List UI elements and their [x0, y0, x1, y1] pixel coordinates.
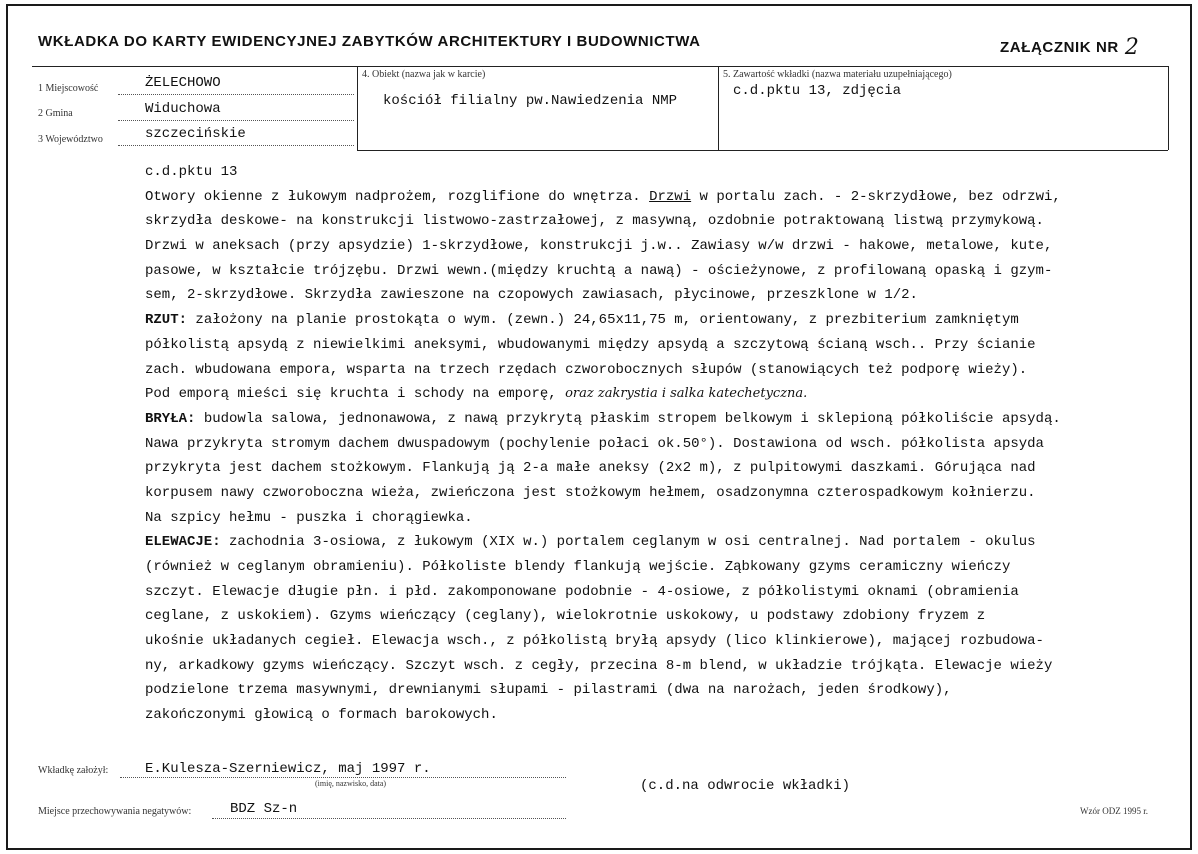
description-line: [145, 259, 1080, 284]
text-segment: ceglane, z uskokiem). Gzyms wieńczący (ceglany), wielokrotnie uskokowy, u podstawy zdobiony fryzem z: [145, 608, 986, 625]
contents-value: c.d.pktu 13, zdjęcia: [733, 83, 902, 99]
author-dotline: [120, 777, 566, 778]
negatives-value: BDZ Sz-n: [230, 801, 298, 817]
description-line: [145, 629, 1080, 654]
location-dotline: [118, 94, 354, 95]
top-rule: [32, 66, 1168, 67]
contents-label: 5. Zawartość wkładki (nazwa materiału uzupełniającego): [723, 69, 952, 80]
author-hint: (imię, nazwisko, data): [315, 779, 387, 788]
province-value: szczecińskie: [145, 126, 246, 142]
text-segment: ny, arkadkowy gzyms wieńczący. Szczyt wsch. z cegły, przecina 8-m blend, w układzie trójkąta. Elewacje wieży: [145, 657, 1053, 674]
commune-label: 2 Gmina: [38, 108, 73, 119]
text-segment: Otwory okienne z łukowym nadprożem, rozglifione do wnętrza.: [145, 188, 650, 205]
form-model: Wzór ODZ 1995 r.: [1080, 806, 1148, 816]
province-label: 3 Województwo: [38, 134, 103, 145]
text-segment: podzielone trzema masywnymi, drewnianymi słupami - pilastrami (dwa na narożach, jeden środkowy),: [145, 682, 952, 699]
commune-dotline: [118, 120, 354, 121]
text-segment: półkolistą apsydą z niewielkimi aneksymi, wbudowanymi między apsydą a szczytową ścianą wsch.. Przy ścianie: [145, 336, 1036, 353]
text-segment: Pod emporą mieści się kruchta i schody na emporę,: [145, 386, 566, 403]
author-label: Wkładkę założył:: [38, 765, 109, 776]
form-title: WKŁADKA DO KARTY EWIDENCYJNEJ ZABYTKÓW ARCHITEKTURY I BUDOWNICTWA: [38, 33, 701, 50]
description-line: [145, 530, 1080, 555]
description-line: [145, 481, 1080, 506]
description-line: [145, 703, 1080, 728]
description-line: [145, 456, 1080, 481]
description-line: [145, 506, 1080, 531]
text-segment: ukośnie układanych cegieł. Elewacja wsch., z półkolistą bryłą apsydy (lico klinkierowe), mającej rozbudowa-: [145, 633, 1044, 650]
text-segment: skrzydła deskowe- na konstrukcji listwowo-zastrzałowej, z masywną, ozdobnie potraktowaną listwą przymykową.: [145, 213, 1044, 230]
description-line: [145, 185, 1080, 210]
text-segment: w portalu zach. - 2-skrzydłowe, bez odrzwi,: [691, 188, 1061, 205]
description-body: [145, 160, 1080, 728]
object-label: 4. Obiekt (nazwa jak w karcie): [362, 69, 486, 80]
text-segment: korpusem nawy czworoboczna wieża, zwieńczona jest stożkowym hełmem, osadzonymna czterospadkowym kołnierzu.: [145, 484, 1036, 501]
annex-label-text: ZAŁĄCZNIK NR: [1000, 39, 1119, 56]
description-line: [145, 333, 1080, 358]
divider-2: [718, 66, 719, 150]
text-segment: szczyt. Elewacje długie płn. i płd. zakomponowane podobnie - 4-osiowe, z półkolistymi oknami (obramienia: [145, 583, 1019, 600]
description-lines: [145, 185, 1080, 728]
text-segment: zach. wbudowana empora, wsparta na trzech rzędach czworobocznych słupów (stanowiących też podporę wieży).: [145, 361, 1028, 378]
location-label: 1 Miejscowość: [38, 83, 99, 94]
handwritten-note: oraz zakrystia i salka katechetyczna.: [565, 386, 808, 402]
text-segment: założony na planie prostokąta o wym. (zewn.) 24,65x11,75 m, orientowany, z prezbiterium zamkniętym: [187, 312, 1019, 329]
description-line: [145, 580, 1080, 605]
negatives-label: Miejsce przechowywania negatywów:: [38, 806, 192, 817]
author-value: E.Kulesza-Szerniewicz, maj 1997 r.: [145, 761, 431, 777]
section-label: BRYŁA:: [145, 410, 196, 427]
location-value: ŻELECHOWO: [145, 75, 221, 91]
description-line: [145, 604, 1080, 629]
text-segment: zachodnia 3-osiowa, z łukowym (XIX w.) portalem ceglanym w osi centralnej. Nad portalem - okulus: [220, 534, 1036, 551]
object-value: kościół filialny pw.Nawiedzenia NMP: [383, 93, 678, 109]
description-line: [145, 234, 1080, 259]
text-segment: budowla salowa, jednonawowa, z nawą przykrytą płaskim stropem belkowym i sklepioną półkoliście apsydą.: [195, 410, 1061, 427]
text-segment: Drzwi: [649, 188, 692, 205]
description-line: [145, 358, 1080, 383]
description-line: [145, 555, 1080, 580]
divider-3: [1168, 66, 1169, 150]
text-segment: pasowe, w kształcie trójzębu. Drzwi wewn.(między kruchtą a nawą) - ościeżynowe, z profilowaną opaską i gzym-: [145, 262, 1053, 279]
commune-value: Widuchowa: [145, 101, 221, 117]
section-label: ELEWACJE:: [145, 534, 221, 551]
description-line: [145, 308, 1080, 333]
text-segment: przykryta jest dachem stożkowym. Flankują ją 2-a małe aneksy (2x2 m), z pulpitowymi daszkami. Górująca nad: [145, 460, 1036, 477]
divider-1: [357, 66, 358, 150]
continued-note: (c.d.na odwrocie wkładki): [640, 778, 851, 794]
text-segment: Nawa przykryta stromym dachem dwuspadowym (pochylenie połaci ok.50°). Dostawiona od wsch. półkolista apsyda: [145, 435, 1044, 452]
description-line: [145, 382, 1080, 407]
annex-label: [1000, 33, 1139, 58]
negatives-dotline: [212, 818, 566, 819]
description-line: [145, 678, 1080, 703]
annex-number: 2: [1124, 35, 1140, 60]
text-segment: sem, 2-skrzydłowe. Skrzydła zawieszone na czopowych zawiasach, płycinowe, przeszklone w 1/2.: [145, 287, 918, 304]
description-line: [145, 407, 1080, 432]
text-segment: (również w ceglanym obramieniu). Półkoliste blendy flankują wejście. Ząbkowany gzyms ceramiczny wieńczy: [145, 559, 1011, 575]
province-dotline: [118, 145, 354, 146]
description-line: [145, 654, 1080, 679]
description-line: [145, 283, 1080, 308]
box-bottom-rule: [357, 150, 1168, 151]
section-label: RZUT:: [145, 312, 188, 329]
text-segment: Drzwi w aneksach (przy apsydzie) 1-skrzydłowe, konstrukcji j.w.. Zawiasy w/w drzwi - hakowe, metalowe, kute,: [145, 238, 1053, 255]
text-segment: Na szpicy hełmu - puszka i chorągiewka.: [145, 509, 473, 526]
description-line: [145, 432, 1080, 457]
description-line: [145, 209, 1080, 234]
section-heading: c.d.pktu 13: [145, 164, 238, 180]
text-segment: zakończonymi głowicą o formach barokowych.: [145, 707, 498, 724]
